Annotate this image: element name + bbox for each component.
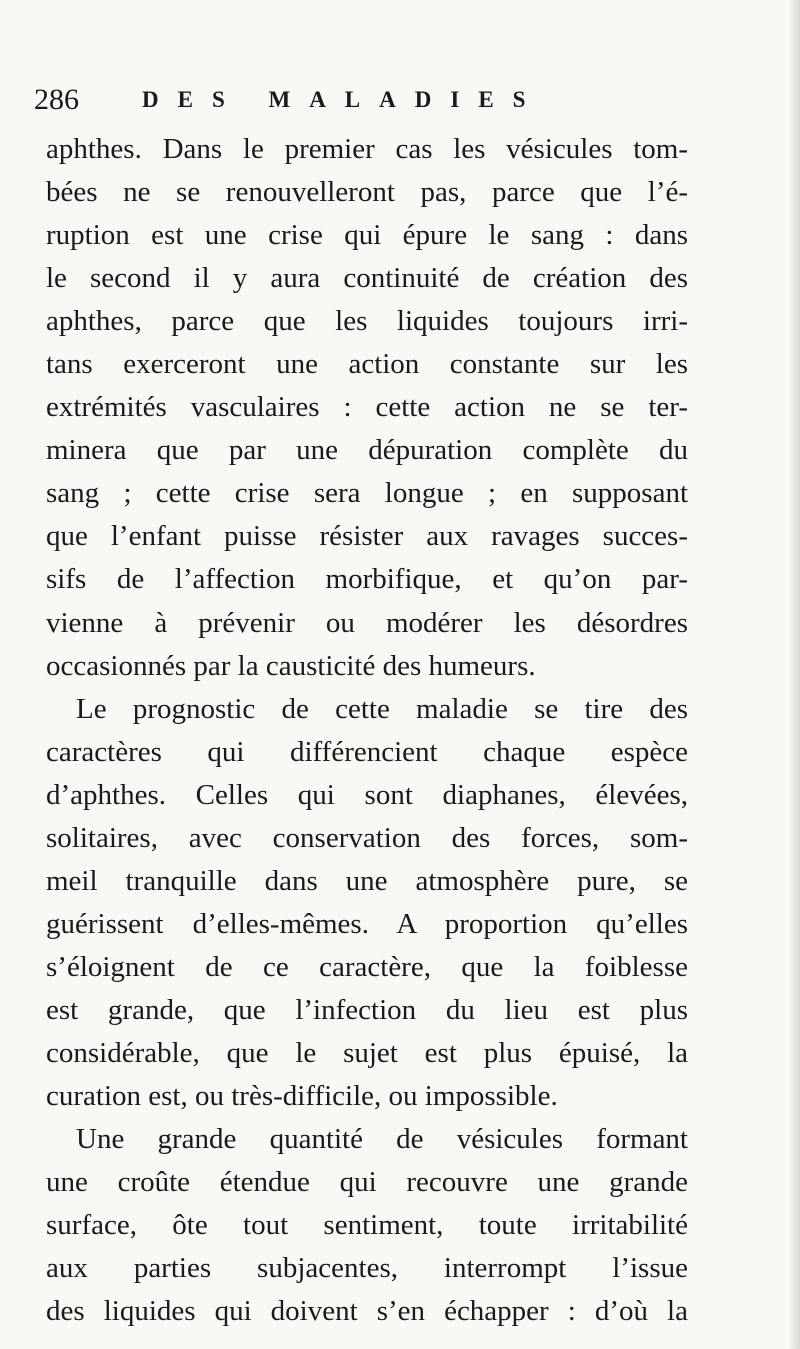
text-line: aux parties subjacentes, interrompt l’issue bbox=[46, 1252, 688, 1285]
text-line: curation est, ou très-difficile, ou impossible. bbox=[46, 1080, 558, 1113]
text-line: une croûte étendue qui recouvre une grande bbox=[46, 1166, 688, 1199]
text-line: des liquides qui doivent s’en échapper : d’où la bbox=[46, 1295, 688, 1328]
text-line: caractères qui différencient chaque espèce bbox=[46, 735, 688, 768]
text-line: extrémités vasculaires : cette action ne se ter- bbox=[46, 391, 688, 424]
running-head: DES MALADIES bbox=[142, 87, 545, 112]
text-line: minera que par une dépuration complète du bbox=[46, 434, 688, 467]
text-line: solitaires, avec conservation des forces, som- bbox=[46, 821, 688, 854]
text-line: bées ne se renouvelleront pas, parce que l’é- bbox=[46, 176, 688, 209]
page-edge-shadow bbox=[790, 0, 800, 1349]
text-line: Le prognostic de cette maladie se tire des bbox=[76, 692, 688, 725]
page-number: 286 bbox=[34, 83, 79, 116]
text-line: Une grande quantité de vésicules formant bbox=[76, 1123, 688, 1156]
text-line: aphthes. Dans le premier cas les vésicules tom- bbox=[46, 133, 688, 165]
text-line: vienne à prévenir ou modérer les désordres bbox=[46, 606, 688, 639]
body-text bbox=[46, 128, 688, 1333]
text-line: sang ; cette crise sera longue ; en supposant bbox=[46, 477, 688, 510]
text-line: le second il y aura continuité de création des bbox=[46, 262, 688, 295]
page-header bbox=[34, 72, 734, 124]
text-line: meil tranquille dans une atmosphère pure, se bbox=[46, 864, 688, 897]
text-line: d’aphthes. Celles qui sont diaphanes, élevées, bbox=[46, 778, 688, 811]
text-line: aphthes, parce que les liquides toujours irri- bbox=[46, 305, 688, 338]
text-line: guérissent d’elles-mêmes. A proportion qu’elles bbox=[46, 907, 688, 940]
text-line: sifs de l’affection morbifique, et qu’on par- bbox=[46, 563, 688, 596]
text-line: occasionnés par la causticité des humeurs. bbox=[46, 649, 536, 682]
text-line: tans exerceront une action constante sur les bbox=[46, 348, 688, 381]
text-line: s’éloignent de ce caractère, que la foiblesse bbox=[46, 950, 688, 983]
text-line: considérable, que le sujet est plus épuisé, la bbox=[46, 1036, 688, 1069]
text-line: est grande, que l’infection du lieu est plus bbox=[46, 993, 688, 1026]
text-line: ruption est une crise qui épure le sang : dans bbox=[46, 219, 688, 252]
text-line: surface, ôte tout sentiment, toute irritabilité bbox=[46, 1209, 688, 1242]
text-line: que l’enfant puisse résister aux ravages succes- bbox=[46, 520, 688, 553]
